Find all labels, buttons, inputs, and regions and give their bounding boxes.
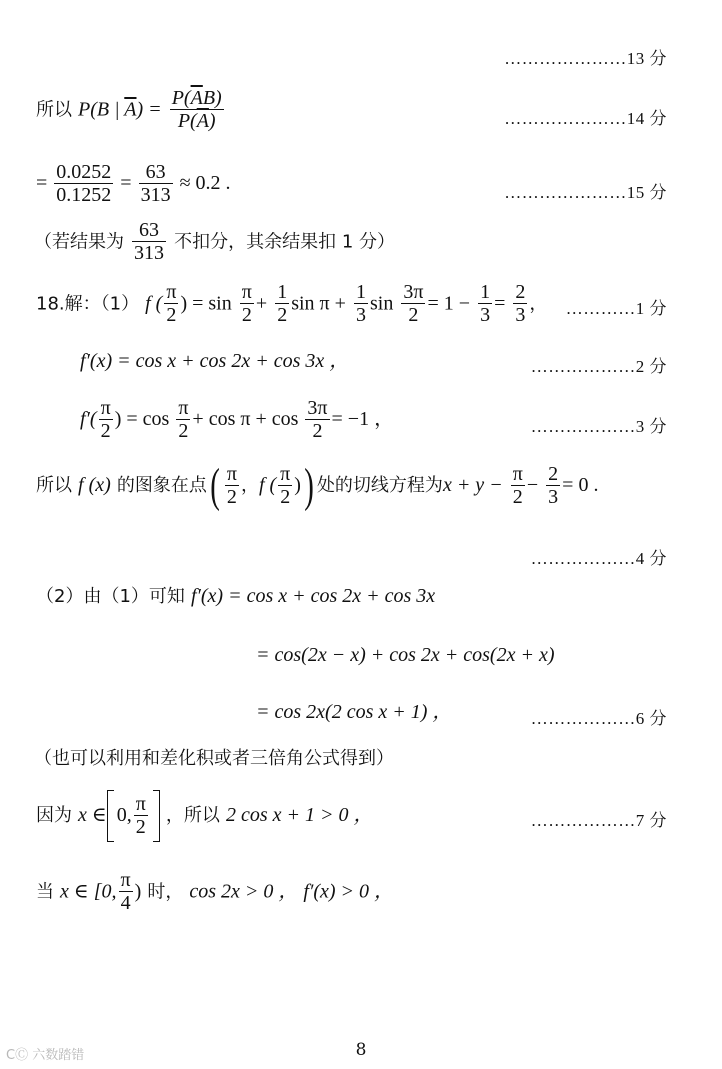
score-3: ………………3 分 — [530, 417, 667, 436]
conditional-prob-line — [36, 88, 226, 133]
frac-pi-2-c: $\frac{\pi}{2}$ — [100, 397, 111, 442]
score-2: ………………2 分 — [530, 357, 667, 376]
frac-2-3: $\frac{2}{3}$ — [515, 281, 526, 326]
bracket-left — [107, 790, 114, 842]
frac-63-over-313: $\frac{63}{313}$ — [140, 161, 171, 206]
fprime-line: f′(x) = cos x + cos 2x + cos 3x ， — [80, 350, 350, 372]
score-1: …………1 分 — [565, 299, 667, 318]
frac-3pi-2-b: $\frac{3\pi}{2}$ — [307, 397, 328, 442]
score-14: …………………14 分 — [504, 109, 667, 128]
frac-pi-2-d: $\frac{\pi}{2}$ — [178, 397, 189, 442]
frac-1-3: $\frac{1}{3}$ — [355, 281, 366, 326]
score-13: …………………13 分 — [504, 49, 667, 68]
factor-line: = cos 2x(2 cos x + 1) ， — [256, 701, 453, 723]
frac-pi-2-f: $\frac{\pi}{2}$ — [280, 462, 291, 508]
frac-pi-2-h: $\frac{\pi}{2}$ — [135, 792, 146, 838]
frac-63-over-313-note: $\frac{63}{313}$ — [134, 219, 165, 264]
q18-part1-line: 18.解：（1） f ( $\frac{\pi}{2}$ ) = sin $\frac{\pi}{2}$ + $\frac{1}{2}$ sin π + $\frac{1}{3}$ sin $\frac{3\pi}{2}$ = 1 − $\frac{1}{3}$ = $\frac{2}{3}$ ， — [36, 281, 548, 326]
watermark: CⒸ 六数踏错 — [6, 1048, 85, 1063]
probability-value-line: = $\frac{0.0252}{0.1252}$ = $\frac{63}{313}$ ≈ 0.2 . — [36, 161, 231, 206]
frac-pi-2-b: $\frac{\pi}{2}$ — [241, 281, 252, 326]
score-15: …………………15 分 — [504, 183, 667, 202]
frac-pi-2-g: $\frac{\pi}{2}$ — [512, 462, 523, 508]
math-pba-lhs: P(B | $\overline{A}$) = — [78, 98, 162, 121]
frac-2-3-b: $\frac{2}{3}$ — [548, 462, 559, 508]
bracket-right — [153, 790, 160, 842]
page-number: 8 — [355, 1040, 367, 1060]
note-alternative: （也可以利用和差化积或者三倍角公式得到） — [34, 748, 394, 769]
frac-pi-4: $\frac{\pi}{4}$ — [120, 869, 131, 914]
score-6: ………………6 分 — [530, 709, 667, 728]
note-result-line: （若结果为 $\frac{63}{313}$ 不扣分，其余结果扣 1 分） — [34, 219, 395, 264]
paren-left: ( — [210, 459, 220, 512]
frac-pi-2-e: $\frac{\pi}{2}$ — [226, 462, 237, 508]
part2-line: （2）由（1）可知 f′(x) = cos x + cos 2x + cos 3x — [36, 585, 436, 607]
q18-label: 18.解：（1） — [36, 293, 140, 315]
fprime-pi2-line: f′( $\frac{\pi}{2}$ ) = cos $\frac{\pi}{2}$ + cos π + cos $\frac{3\pi}{2}$ = −1 ， — [80, 397, 395, 442]
tangent-line: 所以 f (x) 的图象在点( $\frac{\pi}{2}$ ，f ( $\frac{\pi}{2}$ )) 处的切线方程为x + y − $\frac{\pi}{2}$ − $\frac{2}{3}$ = 0 . — [36, 459, 599, 512]
frac-1-3-b: $\frac{1}{3}$ — [480, 281, 491, 326]
because-line: 因为 x ∈ 0, $\frac{\pi}{2}$ ，所以 2 cos x + 1 > 0 ， — [36, 790, 373, 842]
paren-right: ) — [304, 459, 314, 512]
score-4: ………………4 分 — [530, 549, 667, 568]
frac-pi-2: $\frac{\pi}{2}$ — [166, 281, 177, 326]
expand-line: = cos(2x − x) + cos 2x + cos(2x + x) — [256, 644, 555, 666]
frac-p-ab-over-p-a: $\frac{P(\overline{A}B)}{P(\overline{A})}$ — [171, 87, 222, 132]
frac-1-2: $\frac{1}{2}$ — [277, 281, 288, 326]
score-7: ………………7 分 — [530, 811, 667, 830]
text-suoyi: 所以 — [36, 99, 72, 121]
when-line: 当 x ∈ [0, $\frac{\pi}{4}$ ) 时， cos 2x > 0 ， f′(x) > 0 ， — [36, 869, 395, 914]
frac-3pi-2: $\frac{3\pi}{2}$ — [403, 281, 424, 326]
frac-0252-over-1252: $\frac{0.0252}{0.1252}$ — [56, 161, 112, 206]
